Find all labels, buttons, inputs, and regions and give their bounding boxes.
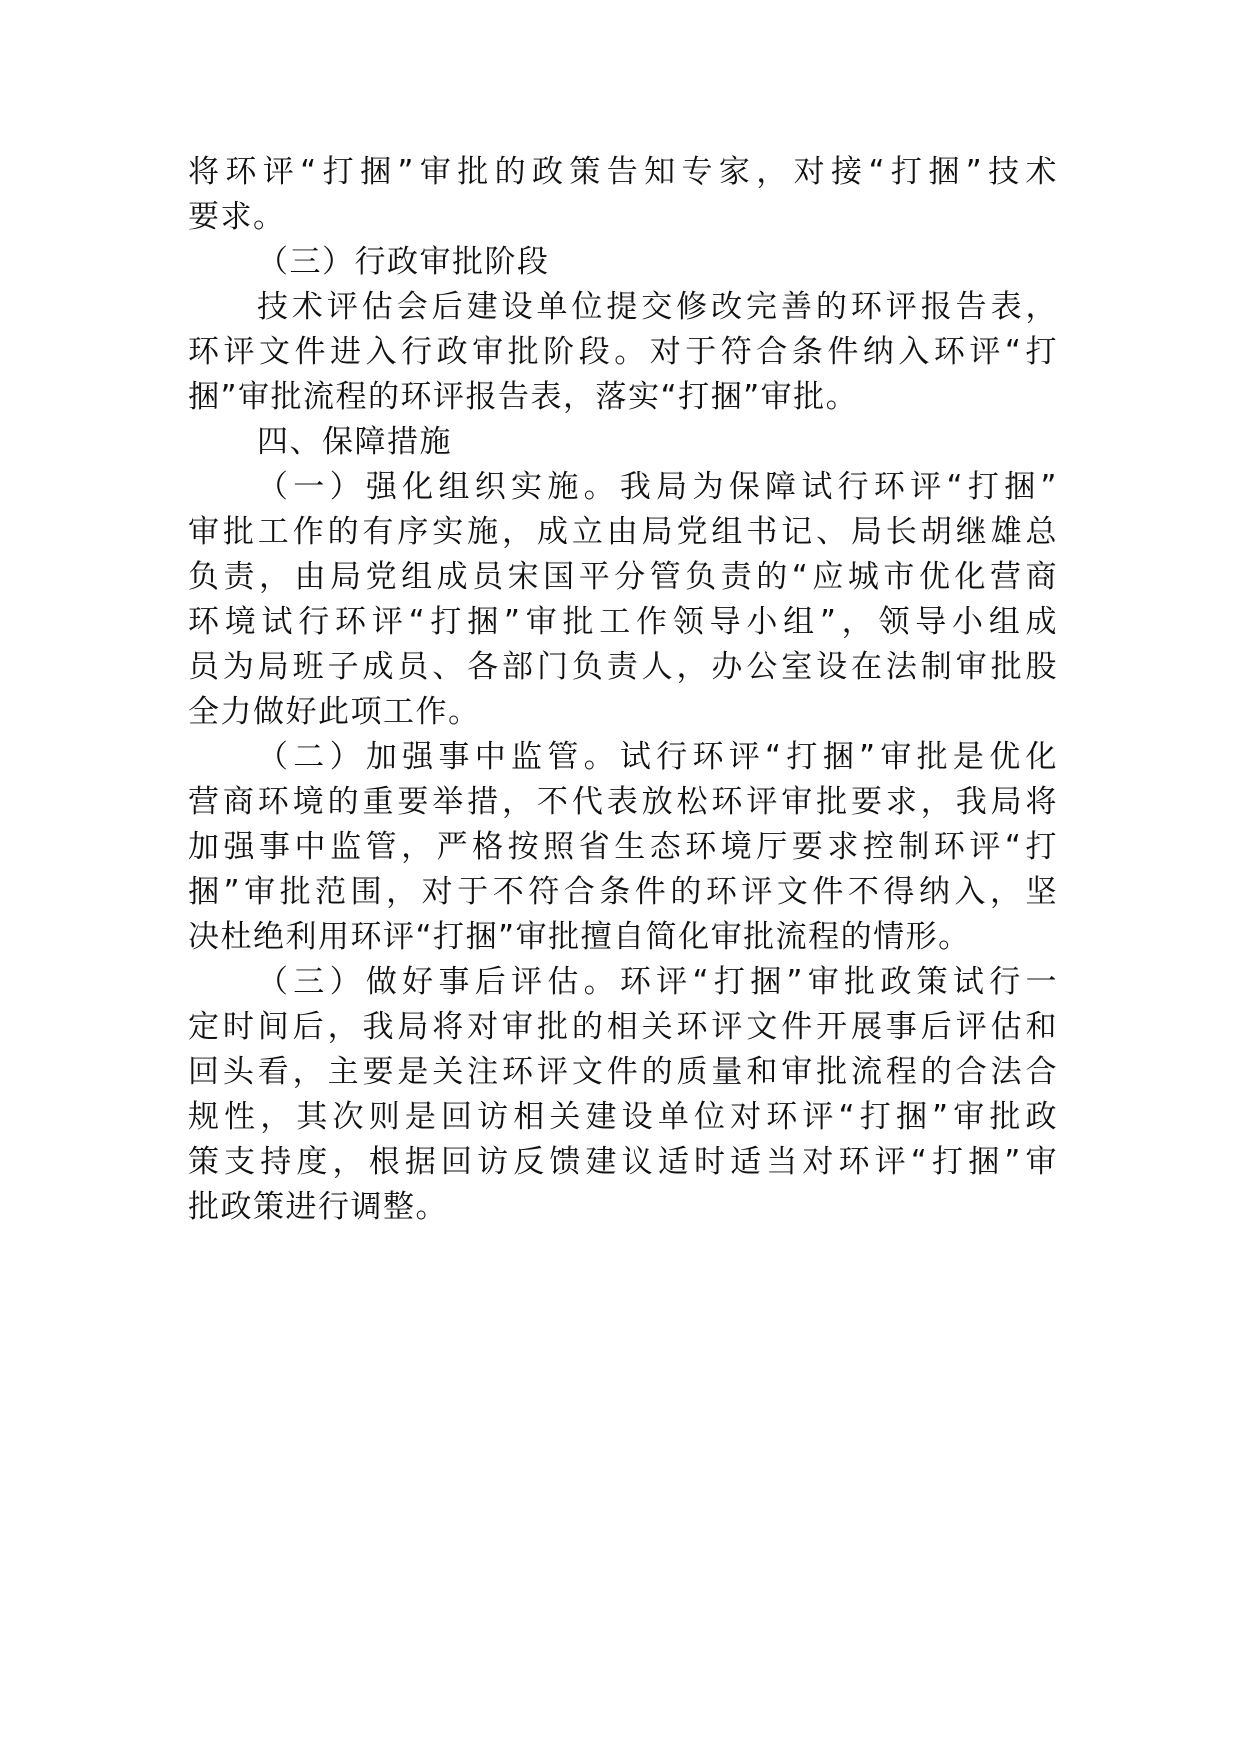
text-line: 策支持度，根据回访反馈建议适时适当对环评“打捆”审: [188, 1144, 1058, 1180]
text-line: 决杜绝利用环评“打捆”审批擅自简化审批流程的情形。: [188, 919, 971, 955]
text-line: 捆”审批范围，对于不符合条件的环评文件不得纳入，坚: [188, 874, 1058, 910]
text-line: 环评文件进入行政审批阶段。对于符合条件纳入环评“打: [188, 334, 1058, 370]
text-line: 全力做好此项工作。: [188, 694, 481, 730]
section-heading: （三）行政审批阶段: [257, 244, 550, 280]
section-heading: 四、保障措施: [257, 424, 452, 460]
text-line: 环境试行环评“打捆”审批工作领导小组”，领导小组成: [188, 604, 1058, 640]
text-line: 捆”审批流程的环评报告表，落实“打捆”审批。: [188, 379, 859, 415]
text-line: （一）强化组织实施。我局为保障试行环评“打捆”: [257, 469, 1058, 505]
text-line: 规性，其次则是回访相关建设单位对环评“打捆”审批政: [188, 1099, 1058, 1135]
document-page: [188, 150, 1058, 1230]
text-line: （二）加强事中监管。试行环评“打捆”审批是优化: [257, 739, 1058, 775]
text-line: 技术评估会后建设单位提交修改完善的环评报告表，: [257, 289, 1058, 325]
text-line: 员为局班子成员、各部门负责人，办公室设在法制审批股: [188, 649, 1058, 685]
text-line: 负责，由局党组成员宋国平分管负责的“应城市优化营商: [188, 559, 1058, 595]
text-line: 营商环境的重要举措，不代表放松环评审批要求，我局将: [188, 784, 1058, 820]
text-line: 审批工作的有序实施，成立由局党组书记、局长胡继雄总: [188, 514, 1058, 550]
text-line: 批政策进行调整。: [188, 1189, 448, 1225]
text-line: 回头看，主要是关注环评文件的质量和审批流程的合法合: [188, 1054, 1058, 1090]
text-line: （三）做好事后评估。环评“打捆”审批政策试行一: [257, 964, 1058, 1000]
text-line: 加强事中监管，严格按照省生态环境厅要求控制环评“打: [188, 829, 1058, 865]
text-line: 要求。: [188, 199, 286, 235]
text-line: 将环评“打捆”审批的政策告知专家，对接“打捆”技术: [188, 154, 1058, 190]
text-line: 定时间后，我局将对审批的相关环评文件开展事后评估和: [188, 1009, 1058, 1045]
